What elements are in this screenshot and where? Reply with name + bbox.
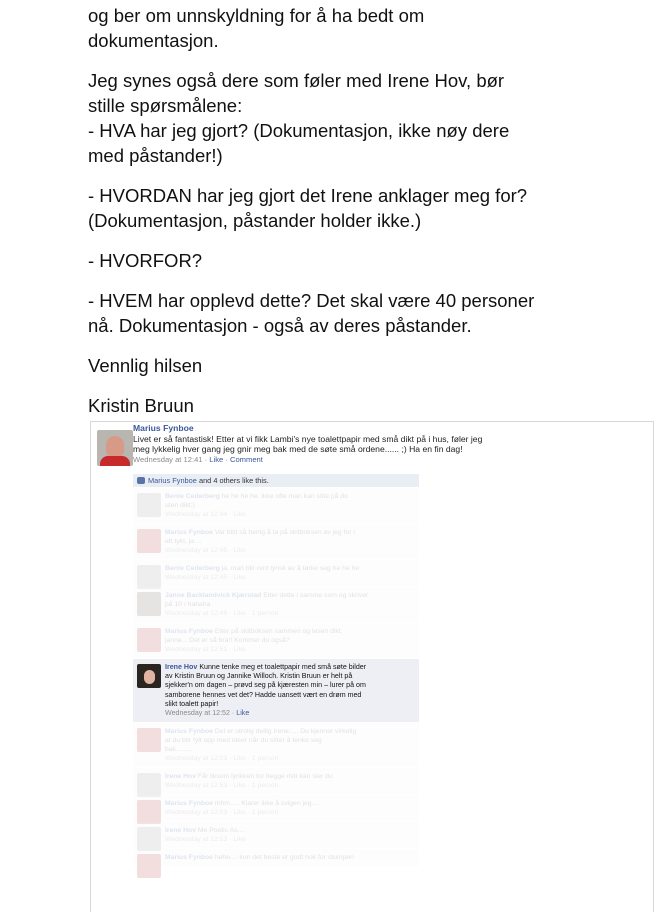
comment-meta: Wednesday at 12:45 · Like (165, 574, 246, 581)
letter-closing: Vennlig hilsen (88, 355, 203, 376)
post-text-line-1: Livet er så fantastisk! Etter at vi fikk Lambi's nye toalettpapir med små dikt på i hus, føler jeg (133, 433, 483, 444)
post-like-link[interactable]: Like (209, 454, 224, 464)
comment-meta: Wednesday at 12:45 · Like (165, 547, 246, 554)
comment-meta: Wednesday at 12:53 · Like · 1 person (165, 755, 279, 763)
comment-text: janne... Det er så bra!! Kommer du også? (165, 637, 290, 644)
comment-text: uten dikt;) (165, 502, 195, 509)
comment-text: Det er utrolig deilig Irene..... Du kjenner virkelig (214, 728, 357, 736)
commenter-avatar (137, 827, 161, 851)
comment-author[interactable]: Marius Fynboe (165, 854, 213, 862)
comment-meta: Wednesday at 12:53 · Like · 1 person (165, 782, 279, 790)
comment-text: at du blir fylt opp med ideer når du sitter å tenke seg (165, 737, 322, 745)
commenter-avatar (137, 773, 161, 797)
comment-text: Etter på skitboksen sammen og lesen dikt, (214, 628, 343, 635)
post-time: Wednesday at 12:41 (133, 454, 203, 464)
comment (133, 623, 419, 659)
letter-paragraph-3: - HVORDAN har jeg gjort det Irene anklager meg for? (Dokumentasjon, påstander holder ikke.) (88, 185, 528, 231)
comment (133, 587, 419, 623)
thumbs-up-icon (137, 477, 145, 484)
post-text-line-2: meg lykkelig hver gang jeg gnir meg bak med de søte små ordene...... ;) Ha en fin dag! (133, 444, 463, 454)
irene-hov-avatar (137, 664, 161, 688)
comment-text: bak......... (165, 746, 193, 754)
comment-meta: Wednesday at 12:53 · Like (165, 836, 246, 844)
post-comment-link[interactable]: Comment (229, 454, 263, 464)
comment-author[interactable]: Marius Fynboe (165, 800, 213, 808)
letter-paragraph-1: og ber om unnskyldning for å ha bedt om dokumentasjon. (88, 5, 425, 51)
comment-text: ett tykt, ja.... (165, 538, 202, 545)
comment-text: Var blitt så herlig å ta på skitboksen av jeg for i (214, 529, 355, 536)
commenter-avatar (137, 565, 161, 589)
comment-author[interactable]: Bente Cederberg (165, 493, 220, 500)
comment-author[interactable]: Irene Hov (165, 663, 198, 671)
comment-author[interactable]: Marius Fynboe (165, 728, 213, 736)
comment-text: he he he he. ikke ofte man kan sitte på do (221, 493, 348, 500)
embedded-facebook-screenshot (90, 421, 654, 912)
comment (133, 822, 419, 849)
comment-like-link[interactable]: Like (236, 709, 250, 718)
likes-summary (133, 474, 419, 488)
comment-author[interactable]: Irene Hov (165, 827, 196, 835)
comment (133, 768, 419, 795)
letter-paragraph-5: - HVEM har opplevd dette? Det skal være 40 personer nå. Dokumentasjon - også av deres påstander. (88, 290, 535, 336)
letter-paragraph-2: Jeg synes også dere som føler med Irene Hov, bør stille spørsmålene: - HVA har jeg gjort? (Dokumentasjon, ikke nøy dere med påstander!) (88, 70, 510, 166)
commenter-avatar (137, 728, 161, 752)
comment (133, 795, 419, 822)
comment-meta: Wednesday at 12:53 · Like · 1 person (165, 809, 279, 817)
comment (133, 524, 419, 560)
comment-text: Me Poetic As.... (197, 827, 246, 835)
post-meta: Wednesday at 12:41 · Like · Comment (133, 454, 263, 464)
post-author-avatar (97, 430, 133, 466)
comment-text: ja, man blir rent lyrisk av å tørke seg he he he (221, 565, 360, 572)
comment-text: hehe.... kun det beste er godt nok for stumpen (214, 854, 354, 862)
comment-author[interactable]: Bente Cederberg (165, 565, 220, 572)
facebook-post (133, 423, 643, 465)
comment (133, 488, 419, 524)
comment (133, 560, 419, 587)
commenter-avatar (137, 854, 161, 878)
comment-meta: Wednesday at 12:52 · Like (165, 709, 250, 718)
comment-thread (133, 474, 419, 867)
comment-meta: Wednesday at 12:51 · Like (165, 646, 246, 653)
commenter-avatar (137, 628, 161, 652)
commenter-avatar (137, 529, 161, 553)
letter-paragraph-4: - HVORFOR? (88, 250, 203, 271)
post-author-name[interactable]: Marius Fynboe (133, 423, 194, 433)
comment-author[interactable]: Marius Fynboe (165, 529, 213, 536)
letter-body (88, 0, 648, 433)
comment (133, 723, 419, 768)
comment-author[interactable]: Irene Hov (165, 773, 196, 781)
likes-rest: and 4 others like this. (198, 476, 269, 485)
commenter-avatar (137, 592, 161, 616)
comment-text: Får liksom lyrikken tor begge mitt kan sier du (197, 773, 333, 781)
comment (133, 849, 419, 867)
comment-meta: Wednesday at 12:44 · Like (165, 511, 246, 518)
commenter-avatar (137, 493, 161, 517)
comment-author[interactable]: Marius Fynboe (165, 628, 213, 635)
highlighted-comment: Irene Hov Kunne tenke meg et toalettpapir med små søte bilder av Kristin Bruun og Jannike Willoch. Kristin Bruun er helt på sjekker'n om dagen – prøvd seg på kjæresten min – lurer på om samborene hennes vet det? Hadde uansett vært en drøm med slikt toalett papir! Wednesday at 12:52 · Like (133, 659, 419, 723)
commenter-avatar (137, 800, 161, 824)
likes-name[interactable]: Marius Fynboe (148, 476, 197, 485)
comment-text: mhm..... Klarer ikke å svigen jeg.... (214, 800, 320, 808)
comment-text: på 10 / hahaha (165, 601, 211, 608)
comment-text: Etter dette i samme som og skriver (263, 592, 369, 599)
letter-signature: Kristin Bruun (88, 395, 194, 416)
comment-meta: Wednesday at 12:49 · Like · 1 person (165, 610, 279, 617)
comment-author[interactable]: Janne Backlandvick Kjærstad (165, 592, 262, 599)
